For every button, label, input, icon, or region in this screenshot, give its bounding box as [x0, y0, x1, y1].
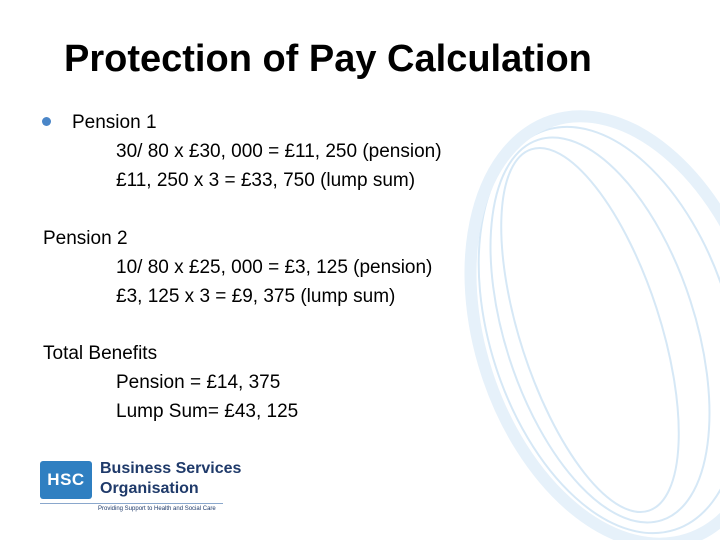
hsc-logo-box: HSC — [40, 461, 92, 499]
logo-line2: Organisation — [100, 480, 199, 497]
pension1-calc-pension: 30/ 80 x £30, 000 = £11, 250 (pension) — [116, 141, 442, 162]
total-heading: Total Benefits — [43, 343, 158, 364]
bullet-icon — [42, 117, 51, 126]
pension2-calc-lump: £3, 125 x 3 = £9, 375 (lump sum) — [116, 286, 396, 307]
hsc-bso-logo — [40, 458, 242, 518]
logo-divider — [40, 503, 223, 504]
pension2-heading: Pension 2 — [43, 228, 128, 249]
slide-title: Protection of Pay Calculation — [64, 38, 592, 80]
pension2-calc-pension: 10/ 80 x £25, 000 = £3, 125 (pension) — [116, 257, 433, 278]
logo-line1: Business Services — [100, 460, 242, 477]
total-lump-line: Lump Sum= £43, 125 — [116, 401, 299, 422]
logo-tagline: Providing Support to Health and Social Care — [98, 506, 216, 512]
total-pension-line: Pension = £14, 375 — [116, 372, 281, 393]
pension1-heading: Pension 1 — [72, 112, 157, 133]
pension1-calc-lump: £11, 250 x 3 = £33, 750 (lump sum) — [116, 170, 416, 191]
